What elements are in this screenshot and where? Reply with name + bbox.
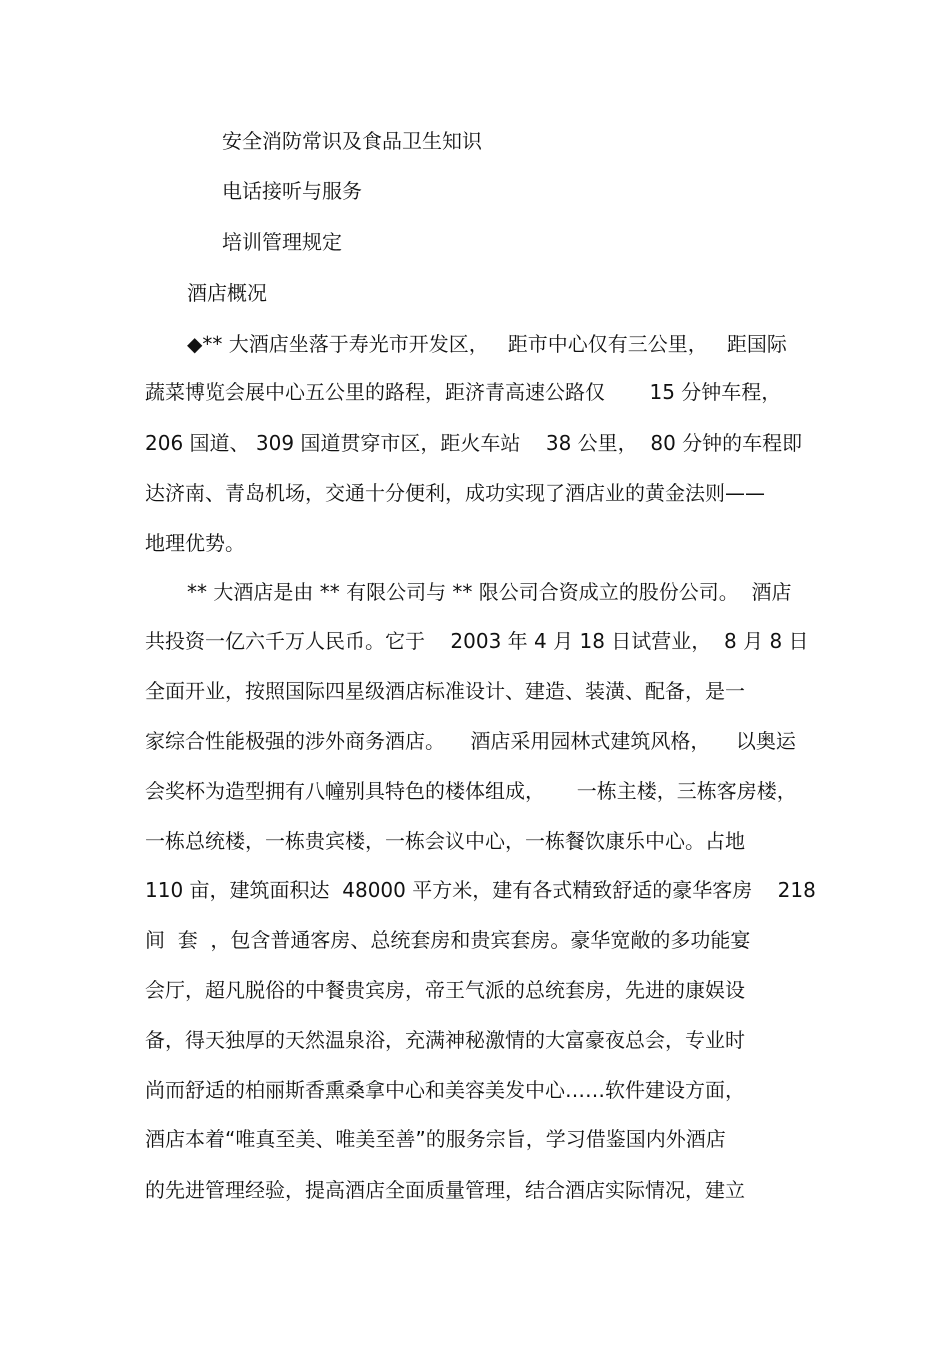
paragraph1-line: ◆** 大酒店坐落于寿光市开发区， 距市中心仅有三公里， 距国际 xyxy=(187,332,787,356)
paragraph1-line: 地理优势。 xyxy=(145,531,245,555)
paragraph2-line: 的先进管理经验，提高酒店全面质量管理，结合酒店实际情况，建立 xyxy=(145,1178,745,1202)
paragraph1-line: 206 国道、 309 国道贯穿市区，距火车站 38 公里， 80 分钟的车程即 xyxy=(145,431,803,455)
toc-item-training-rules: 培训管理规定 xyxy=(222,230,342,254)
toc-item-phone-service: 电话接听与服务 xyxy=(222,179,362,203)
paragraph2-line: 酒店本着“唯真至美、唯美至善”的服务宗旨，学习借鉴国内外酒店 xyxy=(145,1127,726,1151)
paragraph2-line: 会奖杯为造型拥有八幢别具特色的楼体组成， 一栋主楼，三栋客房楼， xyxy=(145,779,797,803)
paragraph2-line: 会厅，超凡脱俗的中餐贵宾房，帝王气派的总统套房，先进的康娱设 xyxy=(145,978,745,1002)
paragraph1-line: 蔬菜博览会展中心五公里的路程，距济青高速公路仅 15 分钟车程， xyxy=(145,380,782,404)
paragraph2-line: 全面开业，按照国际四星级酒店标准设计、建造、装潢、配备，是一 xyxy=(145,679,745,703)
paragraph2-line: 间 套 ，包含普通客房、总统套房和贵宾套房。豪华宽敞的多功能宴 xyxy=(145,928,751,952)
paragraph2-line: 共投资一亿六千万人民币。它于 2003 年 4 月 18 日试营业， 8 月 8 日 xyxy=(145,629,809,653)
paragraph2-line: 尚而舒适的柏丽斯香熏桑拿中心和美容美发中心……软件建设方面， xyxy=(145,1078,745,1102)
paragraph2-line: 110 亩，建筑面积达 48000 平方米，建有各式精致舒适的豪华客房 218 xyxy=(145,878,816,902)
paragraph1-line: 达济南、青岛机场，交通十分便利，成功实现了酒店业的黄金法则—— xyxy=(145,481,765,505)
paragraph2-line: 一栋总统楼，一栋贵宾楼，一栋会议中心，一栋餐饮康乐中心。占地 xyxy=(145,829,745,853)
toc-item-safety-hygiene: 安全消防常识及食品卫生知识 xyxy=(222,129,482,153)
section-title: 酒店概况 xyxy=(187,281,267,305)
paragraph2-line: ** 大酒店是由 ** 有限公司与 ** 限公司合资成立的股份公司。 酒店 xyxy=(187,580,792,604)
paragraph2-line: 备，得天独厚的天然温泉浴，充满神秘激情的大富豪夜总会，专业时 xyxy=(145,1028,745,1052)
paragraph2-line: 家综合性能极强的涉外商务酒店。 酒店采用园林式建筑风格， 以奥运 xyxy=(145,729,796,753)
